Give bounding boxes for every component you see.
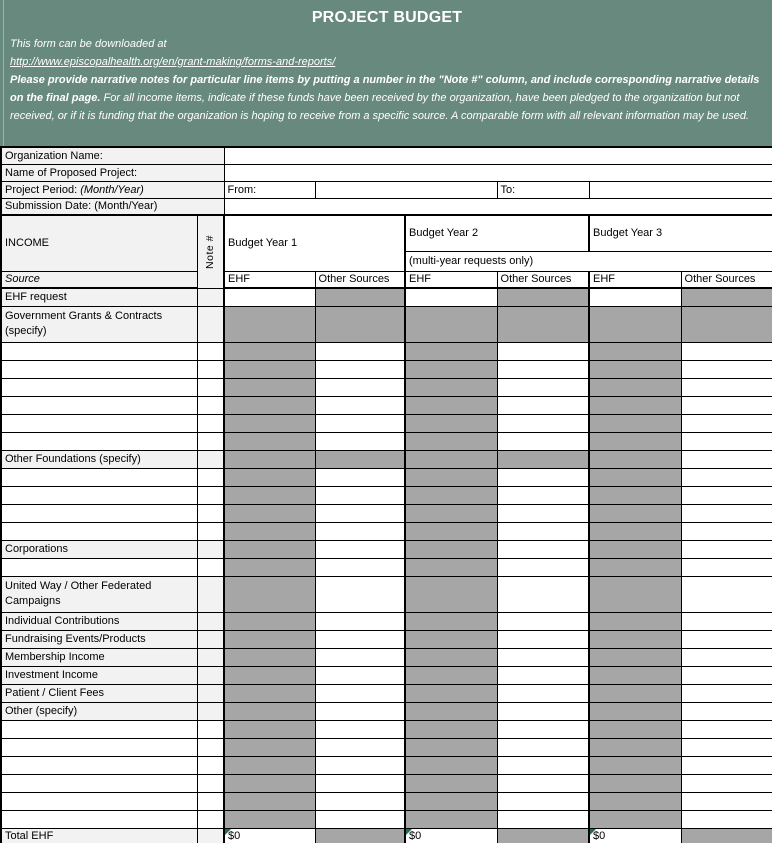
amount-cell-y1-other	[315, 306, 405, 342]
note-number-cell[interactable]	[197, 720, 224, 738]
note-number-cell[interactable]	[197, 450, 224, 468]
amount-cell-y3-ehf	[589, 756, 681, 774]
income-row-label: Corporations	[1, 540, 197, 558]
amount-cell-y3-ehf	[589, 792, 681, 810]
amount-cell-y3-other[interactable]	[681, 666, 772, 684]
amount-cell-y3-ehf	[589, 540, 681, 558]
note-number-cell[interactable]	[197, 378, 224, 396]
amount-cell-y3-ehf	[589, 432, 681, 450]
amount-cell-y2-ehf	[405, 378, 497, 396]
income-row	[1, 720, 772, 738]
amount-cell-y1-ehf	[224, 666, 315, 684]
budget-year-2-header: Budget Year 2	[405, 215, 589, 251]
amount-cell-y1-other[interactable]	[315, 360, 405, 378]
amount-cell-y2-other[interactable]	[497, 378, 589, 396]
income-row-blank-label[interactable]	[1, 378, 197, 396]
amount-cell-y3-other[interactable]	[681, 630, 772, 648]
col-header-y2-ehf: EHF	[405, 271, 497, 288]
amount-cell-y2-ehf	[405, 504, 497, 522]
budget-year-3-header: Budget Year 3	[589, 215, 772, 251]
amount-cell-y3-other[interactable]	[681, 738, 772, 756]
amount-cell-y1-ehf	[224, 558, 315, 576]
note-number-cell[interactable]	[197, 396, 224, 414]
download-note: This form can be downloaded at	[10, 38, 167, 50]
income-row	[1, 792, 772, 810]
note-number-cell[interactable]	[197, 486, 224, 504]
amount-cell-y1-ehf	[224, 648, 315, 666]
amount-cell-y3-ehf	[589, 450, 681, 468]
amount-cell-y3-other[interactable]	[681, 774, 772, 792]
amount-cell-y2-other[interactable]	[497, 738, 589, 756]
project-name-field[interactable]	[224, 164, 772, 181]
income-row	[1, 504, 772, 522]
income-row	[1, 486, 772, 504]
amount-cell-y3-other	[681, 306, 772, 342]
amount-cell-y3-ehf	[589, 684, 681, 702]
amount-cell-y1-ehf	[224, 414, 315, 432]
amount-cell-y1-other[interactable]	[315, 684, 405, 702]
income-row	[1, 810, 772, 828]
amount-cell-y3-other[interactable]	[681, 432, 772, 450]
amount-cell-y2-other[interactable]	[497, 558, 589, 576]
submission-date-label: Submission Date: (Month/Year)	[1, 198, 224, 215]
amount-cell-y1-ehf	[224, 504, 315, 522]
income-row	[1, 396, 772, 414]
amount-cell-y3-ehf[interactable]	[589, 288, 681, 306]
income-row	[1, 558, 772, 576]
amount-cell-y1-other[interactable]	[315, 738, 405, 756]
amount-cell-y1-other[interactable]	[315, 522, 405, 540]
amount-cell-y1-ehf	[224, 486, 315, 504]
amount-cell-y1-ehf	[224, 702, 315, 720]
note-number-cell[interactable]	[197, 810, 224, 828]
amount-cell-y3-ehf	[589, 738, 681, 756]
amount-cell-y2-ehf	[405, 738, 497, 756]
amount-cell-y3-ehf	[589, 702, 681, 720]
amount-cell-y3-other[interactable]	[681, 702, 772, 720]
total-ehf-label: Total EHF	[1, 828, 197, 843]
amount-cell-y3-other[interactable]	[681, 558, 772, 576]
income-row	[1, 306, 772, 342]
income-row	[1, 576, 772, 612]
amount-cell-y2-other[interactable]	[497, 774, 589, 792]
form-header	[0, 0, 772, 146]
project-name-row	[1, 164, 772, 181]
income-row-blank-label[interactable]	[1, 432, 197, 450]
amount-cell-y1-ehf	[224, 792, 315, 810]
note-number-cell[interactable]	[197, 504, 224, 522]
amount-cell-y1-other[interactable]	[315, 432, 405, 450]
note-number-cell[interactable]	[197, 414, 224, 432]
amount-cell-y3-ehf	[589, 558, 681, 576]
multi-year-note: (multi-year requests only)	[405, 251, 772, 271]
amount-cell-y2-other[interactable]	[497, 792, 589, 810]
amount-cell-y3-other[interactable]	[681, 684, 772, 702]
amount-cell-y2-ehf	[405, 306, 497, 342]
total-y3-other	[681, 828, 772, 843]
amount-cell-y2-ehf	[405, 414, 497, 432]
amount-cell-y1-other[interactable]	[315, 342, 405, 360]
amount-cell-y3-other[interactable]	[681, 756, 772, 774]
total-y2-other	[497, 828, 589, 843]
amount-cell-y1-ehf	[224, 810, 315, 828]
amount-cell-y1-ehf	[224, 306, 315, 342]
amount-cell-y3-other[interactable]	[681, 720, 772, 738]
amount-cell-y2-other[interactable]	[497, 342, 589, 360]
source-header-row	[1, 271, 772, 288]
amount-cell-y2-ehf	[405, 720, 497, 738]
amount-cell-y2-other	[497, 288, 589, 306]
amount-cell-y1-ehf	[224, 378, 315, 396]
note-number-cell[interactable]	[197, 522, 224, 540]
amount-cell-y2-other[interactable]	[497, 702, 589, 720]
amount-cell-y2-other[interactable]	[497, 468, 589, 486]
amount-cell-y2-other[interactable]	[497, 576, 589, 612]
amount-cell-y1-other[interactable]	[315, 414, 405, 432]
income-row	[1, 702, 772, 720]
income-row-label: Government Grants & Contracts (specify)	[1, 306, 197, 342]
amount-cell-y3-other[interactable]	[681, 414, 772, 432]
amount-cell-y3-other[interactable]	[681, 396, 772, 414]
amount-cell-y1-ehf	[224, 756, 315, 774]
amount-cell-y3-ehf	[589, 414, 681, 432]
income-row-blank-label[interactable]	[1, 792, 197, 810]
income-row-blank-label[interactable]	[1, 810, 197, 828]
amount-cell-y3-ehf	[589, 648, 681, 666]
amount-cell-y3-ehf	[589, 612, 681, 630]
total-y1-other	[315, 828, 405, 843]
amount-cell-y1-other[interactable]	[315, 576, 405, 612]
note-number-cell[interactable]	[197, 648, 224, 666]
amount-cell-y1-ehf	[224, 684, 315, 702]
amount-cell-y2-other[interactable]	[497, 810, 589, 828]
amount-cell-y1-other[interactable]	[315, 666, 405, 684]
amount-cell-y2-ehf	[405, 684, 497, 702]
income-row	[1, 738, 772, 756]
income-row-blank-label[interactable]	[1, 486, 197, 504]
amount-cell-y2-ehf	[405, 648, 497, 666]
amount-cell-y3-other[interactable]	[681, 810, 772, 828]
amount-cell-y2-ehf	[405, 522, 497, 540]
budget-year-1-header: Budget Year 1	[224, 215, 405, 271]
income-row-blank-label[interactable]	[1, 738, 197, 756]
amount-cell-y3-other[interactable]	[681, 612, 772, 630]
amount-cell-y1-ehf	[224, 360, 315, 378]
amount-cell-y3-ehf	[589, 774, 681, 792]
amount-cell-y1-ehf[interactable]	[224, 288, 315, 306]
income-row	[1, 342, 772, 360]
income-row-blank-label[interactable]	[1, 342, 197, 360]
income-section-header: INCOME	[1, 215, 197, 271]
note-number-cell[interactable]	[197, 756, 224, 774]
amount-cell-y2-other[interactable]	[497, 414, 589, 432]
amount-cell-y3-ehf	[589, 666, 681, 684]
income-row	[1, 522, 772, 540]
org-name-field[interactable]	[224, 147, 772, 164]
amount-cell-y1-ehf	[224, 738, 315, 756]
income-row-label: Other (specify)	[1, 702, 197, 720]
total-y2-ehf: $0	[405, 828, 497, 843]
amount-cell-y1-ehf	[224, 396, 315, 414]
col-header-y1-other: Other Sources	[315, 271, 405, 288]
income-row	[1, 666, 772, 684]
amount-cell-y3-other[interactable]	[681, 378, 772, 396]
amount-cell-y2-other[interactable]	[497, 522, 589, 540]
note-number-cell[interactable]	[197, 666, 224, 684]
amount-cell-y1-other[interactable]	[315, 612, 405, 630]
income-row-label: Individual Contributions	[1, 612, 197, 630]
amount-cell-y1-other[interactable]	[315, 702, 405, 720]
amount-cell-y2-other	[497, 306, 589, 342]
amount-cell-y1-ehf	[224, 720, 315, 738]
note-number-cell[interactable]	[197, 774, 224, 792]
note-number-cell[interactable]	[197, 558, 224, 576]
income-row-blank-label[interactable]	[1, 360, 197, 378]
income-row	[1, 468, 772, 486]
amount-cell-y2-other[interactable]	[497, 756, 589, 774]
note-number-cell[interactable]	[197, 468, 224, 486]
submission-date-row	[1, 198, 772, 215]
org-name-row	[1, 147, 772, 164]
income-row-label: Membership Income	[1, 648, 197, 666]
amount-cell-y2-other[interactable]	[497, 432, 589, 450]
income-row-blank-label[interactable]	[1, 774, 197, 792]
income-row	[1, 360, 772, 378]
note-number-cell[interactable]	[197, 792, 224, 810]
amount-cell-y1-ehf	[224, 774, 315, 792]
amount-cell-y3-other[interactable]	[681, 792, 772, 810]
note-number-column-header: Note #	[197, 215, 224, 288]
total-y1-ehf: $0	[224, 828, 315, 843]
income-row-blank-label[interactable]	[1, 468, 197, 486]
amount-cell-y3-other[interactable]	[681, 342, 772, 360]
amount-cell-y3-other[interactable]	[681, 648, 772, 666]
period-to-field[interactable]	[589, 181, 772, 198]
amount-cell-y3-other[interactable]	[681, 576, 772, 612]
amount-cell-y2-other[interactable]	[497, 486, 589, 504]
amount-cell-y1-ehf	[224, 576, 315, 612]
amount-cell-y3-ehf	[589, 504, 681, 522]
income-row	[1, 432, 772, 450]
amount-cell-y1-other[interactable]	[315, 558, 405, 576]
amount-cell-y1-other[interactable]	[315, 810, 405, 828]
income-row	[1, 774, 772, 792]
project-period-label: Project Period: (Month/Year)	[1, 181, 224, 198]
income-row-label: EHF request	[1, 288, 197, 306]
col-header-y3-other: Other Sources	[681, 271, 772, 288]
amount-cell-y2-other[interactable]	[497, 630, 589, 648]
amount-cell-y2-other[interactable]	[497, 612, 589, 630]
amount-cell-y1-other[interactable]	[315, 486, 405, 504]
income-row	[1, 630, 772, 648]
col-header-y3-ehf: EHF	[589, 271, 681, 288]
income-row	[1, 450, 772, 468]
amount-cell-y2-other[interactable]	[497, 684, 589, 702]
amount-cell-y2-ehf[interactable]	[405, 288, 497, 306]
amount-cell-y2-ehf	[405, 450, 497, 468]
income-row-label: Other Foundations (specify)	[1, 450, 197, 468]
amount-cell-y2-other[interactable]	[497, 504, 589, 522]
amount-cell-y3-other[interactable]	[681, 468, 772, 486]
amount-cell-y1-other[interactable]	[315, 720, 405, 738]
amount-cell-y1-ehf	[224, 432, 315, 450]
income-row	[1, 378, 772, 396]
amount-cell-y3-ehf	[589, 360, 681, 378]
amount-cell-y1-other[interactable]	[315, 468, 405, 486]
amount-cell-y3-ehf	[589, 576, 681, 612]
amount-cell-y3-other[interactable]	[681, 540, 772, 558]
amount-cell-y2-ehf	[405, 810, 497, 828]
amount-cell-y1-other	[315, 450, 405, 468]
note-number-cell[interactable]	[197, 576, 224, 612]
download-url-link[interactable]: http://www.episcopalhealth.org/en/grant-making/forms-and-reports/	[10, 56, 336, 68]
submission-date-field[interactable]	[224, 198, 772, 215]
income-row	[1, 288, 772, 306]
amount-cell-y1-ehf	[224, 540, 315, 558]
amount-cell-y3-ehf	[589, 630, 681, 648]
amount-cell-y2-ehf	[405, 630, 497, 648]
amount-cell-y3-other[interactable]	[681, 450, 772, 468]
income-row-blank-label[interactable]	[1, 720, 197, 738]
amount-cell-y2-ehf	[405, 396, 497, 414]
total-note-cell	[197, 828, 224, 843]
note-number-cell[interactable]	[197, 306, 224, 342]
amount-cell-y1-other[interactable]	[315, 792, 405, 810]
year-header-row	[1, 215, 772, 251]
note-number-cell[interactable]	[197, 540, 224, 558]
amount-cell-y1-ehf	[224, 450, 315, 468]
col-header-y1-ehf: EHF	[224, 271, 315, 288]
amount-cell-y2-ehf	[405, 342, 497, 360]
amount-cell-y1-other[interactable]	[315, 648, 405, 666]
amount-cell-y2-ehf	[405, 666, 497, 684]
income-row-blank-label[interactable]	[1, 504, 197, 522]
note-number-cell[interactable]	[197, 702, 224, 720]
income-row	[1, 684, 772, 702]
amount-cell-y2-ehf	[405, 432, 497, 450]
amount-cell-y2-ehf	[405, 612, 497, 630]
amount-cell-y2-ehf	[405, 774, 497, 792]
source-column-header: Source	[1, 271, 197, 288]
note-number-cell[interactable]	[197, 360, 224, 378]
amount-cell-y2-other[interactable]	[497, 540, 589, 558]
amount-cell-y1-other[interactable]	[315, 630, 405, 648]
page-title: PROJECT BUDGET	[311, 9, 463, 26]
income-row-label: Fundraising Events/Products	[1, 630, 197, 648]
amount-cell-y3-ehf	[589, 486, 681, 504]
amount-cell-y2-ehf	[405, 468, 497, 486]
income-row	[1, 414, 772, 432]
income-row-blank-label[interactable]	[1, 414, 197, 432]
to-label: To:	[497, 181, 589, 198]
note-number-cell[interactable]	[197, 432, 224, 450]
amount-cell-y1-other[interactable]	[315, 774, 405, 792]
amount-cell-y3-other[interactable]	[681, 360, 772, 378]
from-label: From:	[224, 181, 315, 198]
amount-cell-y1-ehf	[224, 630, 315, 648]
amount-cell-y3-other[interactable]	[681, 486, 772, 504]
note-number-cell[interactable]	[197, 342, 224, 360]
amount-cell-y3-ehf	[589, 720, 681, 738]
amount-cell-y2-ehf	[405, 486, 497, 504]
income-row	[1, 756, 772, 774]
amount-cell-y2-ehf	[405, 540, 497, 558]
income-row-blank-label[interactable]	[1, 522, 197, 540]
amount-cell-y3-ehf	[589, 306, 681, 342]
amount-cell-y2-ehf	[405, 702, 497, 720]
income-rows	[1, 288, 772, 828]
income-row-label: Investment Income	[1, 666, 197, 684]
note-number-cell[interactable]	[197, 684, 224, 702]
amount-cell-y2-other[interactable]	[497, 396, 589, 414]
income-row	[1, 540, 772, 558]
amount-cell-y3-other[interactable]	[681, 504, 772, 522]
amount-cell-y3-ehf	[589, 396, 681, 414]
amount-cell-y2-ehf	[405, 792, 497, 810]
amount-cell-y1-ehf	[224, 612, 315, 630]
income-row-blank-label[interactable]	[1, 558, 197, 576]
amount-cell-y2-other[interactable]	[497, 360, 589, 378]
amount-cell-y3-other	[681, 288, 772, 306]
note-number-cell[interactable]	[197, 612, 224, 630]
amount-cell-y2-other[interactable]	[497, 720, 589, 738]
amount-cell-y2-ehf	[405, 576, 497, 612]
project-name-label: Name of Proposed Project:	[1, 164, 224, 181]
income-row-label: United Way / Other Federated Campaigns	[1, 576, 197, 612]
period-from-field[interactable]	[315, 181, 497, 198]
total-y3-ehf: $0	[589, 828, 681, 843]
instructions-text: Please provide narrative notes for particular line items by putting a number in the "Note #" column, and include corresponding narrative details on the final page. For all income items, indicate if these funds have been received by the organization, have been pledged to the organization but not received, or if it is funding that the organization is hoping to receive from a specific source. A comparable form with all relevant information may be used.	[10, 74, 760, 123]
amount-cell-y2-ehf	[405, 360, 497, 378]
amount-cell-y2-ehf	[405, 558, 497, 576]
amount-cell-y2-other[interactable]	[497, 648, 589, 666]
amount-cell-y1-ehf	[224, 522, 315, 540]
note-number-cell[interactable]	[197, 738, 224, 756]
amount-cell-y1-other[interactable]	[315, 504, 405, 522]
amount-cell-y2-other[interactable]	[497, 666, 589, 684]
amount-cell-y1-ehf	[224, 342, 315, 360]
income-row-label: Patient / Client Fees	[1, 684, 197, 702]
note-number-cell[interactable]	[197, 288, 224, 306]
amount-cell-y3-ehf	[589, 522, 681, 540]
amount-cell-y3-ehf	[589, 468, 681, 486]
amount-cell-y1-other[interactable]	[315, 540, 405, 558]
total-ehf-row	[1, 828, 772, 843]
amount-cell-y3-ehf	[589, 810, 681, 828]
amount-cell-y1-other	[315, 288, 405, 306]
amount-cell-y1-ehf	[224, 468, 315, 486]
budget-table	[0, 146, 772, 843]
amount-cell-y1-other[interactable]	[315, 756, 405, 774]
amount-cell-y3-other[interactable]	[681, 522, 772, 540]
income-row	[1, 648, 772, 666]
project-period-row	[1, 181, 772, 198]
income-row	[1, 612, 772, 630]
income-row-blank-label[interactable]	[1, 396, 197, 414]
amount-cell-y1-other[interactable]	[315, 396, 405, 414]
amount-cell-y2-other	[497, 450, 589, 468]
col-header-y2-other: Other Sources	[497, 271, 589, 288]
amount-cell-y1-other[interactable]	[315, 378, 405, 396]
amount-cell-y3-ehf	[589, 342, 681, 360]
amount-cell-y3-ehf	[589, 378, 681, 396]
note-number-cell[interactable]	[197, 630, 224, 648]
org-name-label: Organization Name:	[1, 147, 224, 164]
income-row-blank-label[interactable]	[1, 756, 197, 774]
amount-cell-y2-ehf	[405, 756, 497, 774]
